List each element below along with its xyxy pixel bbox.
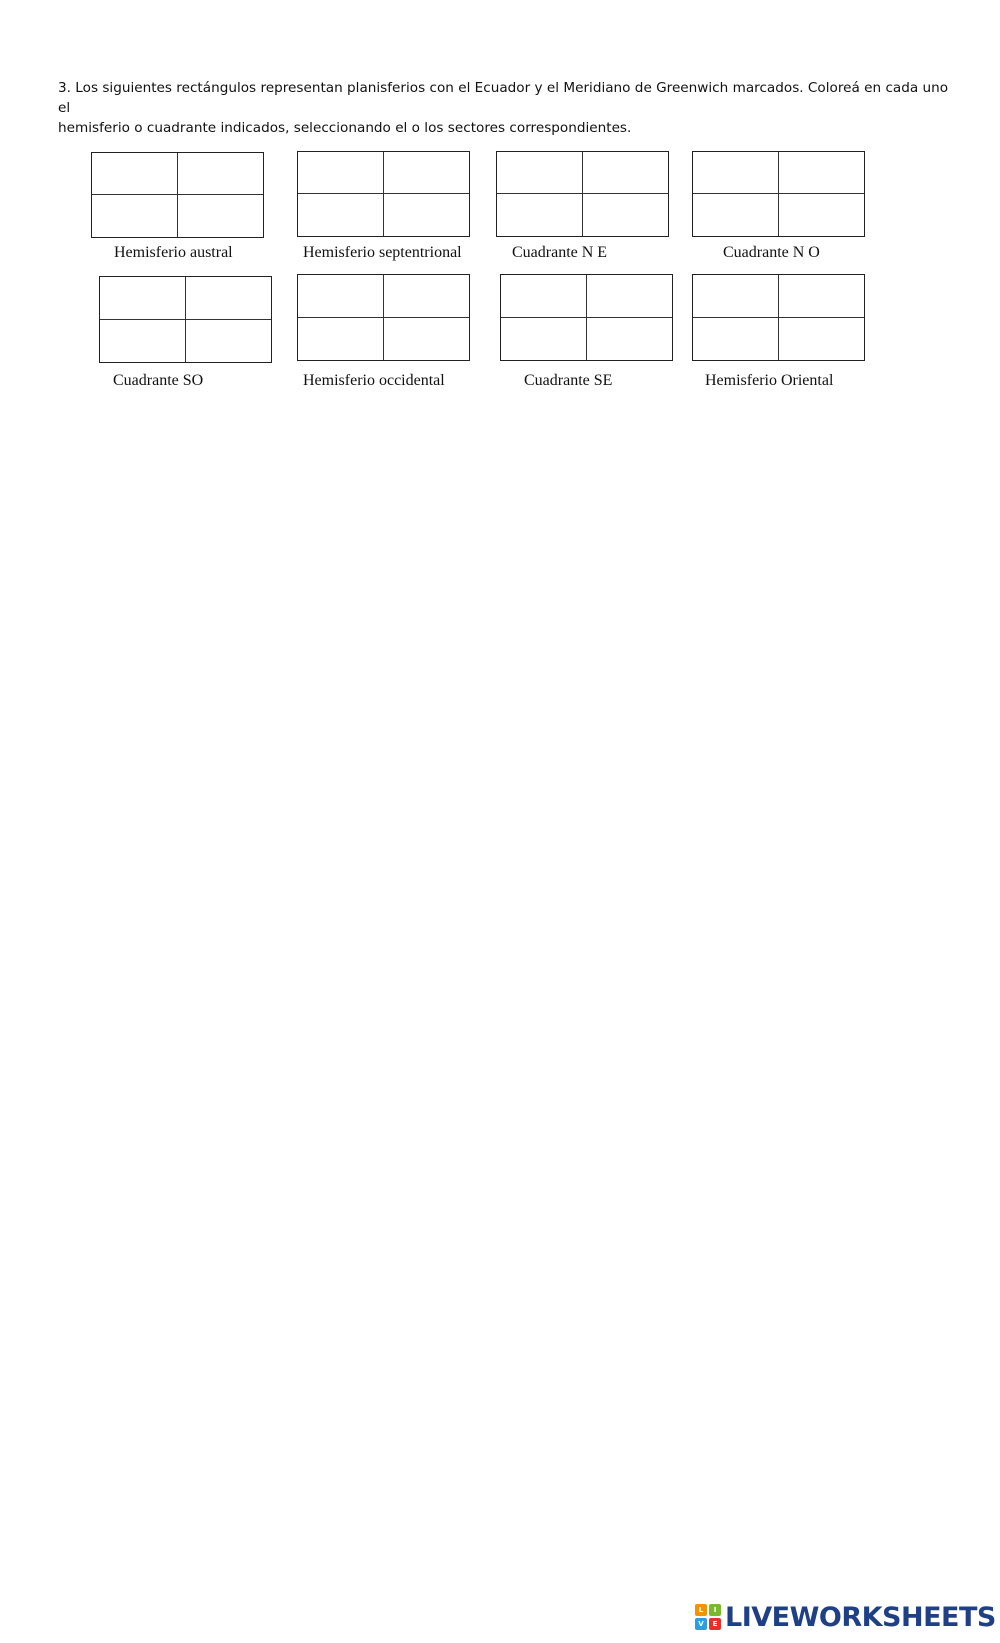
liveworksheets-wordmark: LIVEWORKSHEETS	[725, 1601, 996, 1633]
liveworksheets-icon	[695, 1604, 721, 1630]
sector-south-east[interactable]	[779, 194, 865, 236]
caption-hemisferio-occidental: Hemisferio occidental	[303, 372, 445, 389]
sector-north-east[interactable]	[186, 277, 272, 320]
sector-north-west[interactable]	[298, 152, 384, 194]
sector-north-west[interactable]	[298, 275, 384, 318]
planisphere-hemisferio-oriental	[692, 274, 865, 361]
sector-south-west[interactable]	[298, 194, 384, 236]
sector-south-west[interactable]	[693, 194, 779, 236]
logo-tile-e: E	[709, 1618, 721, 1630]
sector-south-east[interactable]	[587, 318, 673, 361]
instruction-line-2: hemisferio o cuadrante indicados, seleccionando el o los sectores correspondientes.	[58, 120, 632, 136]
sector-south-west[interactable]	[92, 195, 178, 237]
sector-north-west[interactable]	[693, 275, 779, 318]
caption-hemisferio-septentrional: Hemisferio septentrional	[303, 244, 462, 261]
sector-north-east[interactable]	[587, 275, 673, 318]
logo-tile-i: I	[709, 1604, 721, 1616]
sector-south-west[interactable]	[693, 318, 779, 361]
sector-south-east[interactable]	[178, 195, 264, 237]
sector-south-east[interactable]	[384, 194, 470, 236]
sector-south-west[interactable]	[298, 318, 384, 361]
logo-tile-v: V	[695, 1618, 707, 1630]
liveworksheets-logo	[695, 1600, 996, 1634]
caption-hemisferio-austral: Hemisferio austral	[114, 244, 233, 261]
caption-hemisferio-oriental: Hemisferio Oriental	[705, 372, 834, 389]
logo-tile-l: L	[695, 1604, 707, 1616]
sector-south-east[interactable]	[583, 194, 669, 236]
sector-south-east[interactable]	[384, 318, 470, 361]
caption-cuadrante-so: Cuadrante SO	[113, 372, 204, 389]
sector-north-east[interactable]	[384, 152, 470, 194]
planisphere-cuadrante-se	[500, 274, 673, 361]
caption-cuadrante-se: Cuadrante SE	[524, 372, 613, 389]
sector-north-east[interactable]	[384, 275, 470, 318]
planisphere-cuadrante-so	[99, 276, 272, 363]
sector-south-west[interactable]	[501, 318, 587, 361]
sector-north-east[interactable]	[779, 152, 865, 194]
sector-south-west[interactable]	[497, 194, 583, 236]
planisphere-cuadrante-ne	[496, 151, 669, 237]
sector-north-east[interactable]	[779, 275, 865, 318]
sector-south-east[interactable]	[779, 318, 865, 361]
caption-cuadrante-ne: Cuadrante N E	[512, 244, 608, 261]
sector-north-west[interactable]	[693, 152, 779, 194]
sector-north-west[interactable]	[497, 152, 583, 194]
planisphere-hemisferio-occidental	[297, 274, 470, 361]
planisphere-hemisferio-septentrional	[297, 151, 470, 237]
planisphere-cuadrante-no	[692, 151, 865, 237]
instruction-text	[58, 78, 958, 138]
sector-north-west[interactable]	[92, 153, 178, 195]
sector-north-west[interactable]	[501, 275, 587, 318]
caption-cuadrante-no: Cuadrante N O	[723, 244, 820, 261]
sector-south-west[interactable]	[100, 320, 186, 363]
sector-north-east[interactable]	[178, 153, 264, 195]
planisphere-hemisferio-austral	[91, 152, 264, 238]
sector-south-east[interactable]	[186, 320, 272, 363]
sector-north-west[interactable]	[100, 277, 186, 320]
sector-north-east[interactable]	[583, 152, 669, 194]
instruction-line-1: 3. Los siguientes rectángulos representan planisferios con el Ecuador y el Meridiano de Greenwich marcados. Coloreá en cada uno el	[58, 80, 949, 116]
